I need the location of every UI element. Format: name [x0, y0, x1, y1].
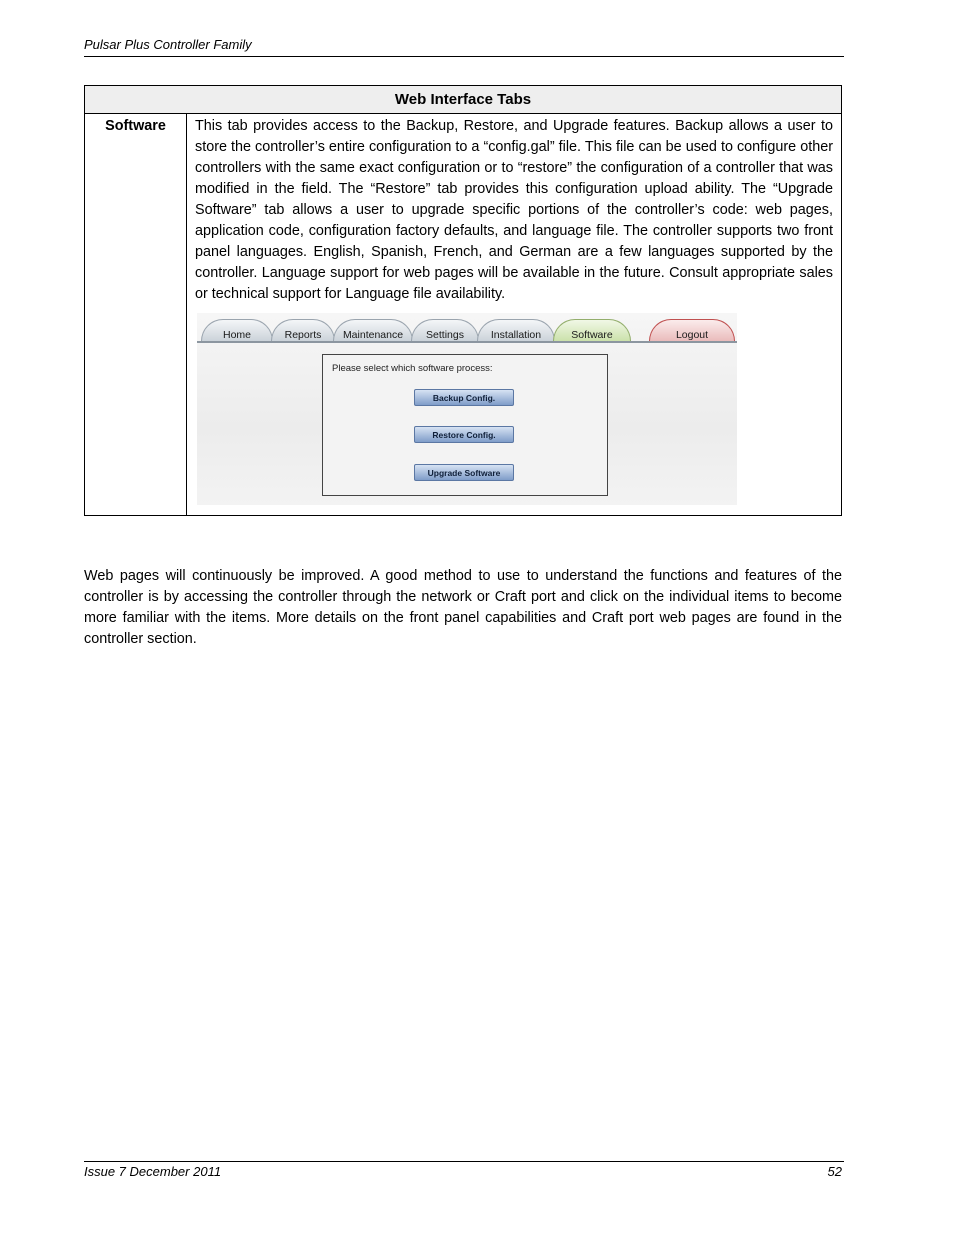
page-number: 52: [827, 1164, 842, 1179]
footer-issue: Issue 7 December 2011: [84, 1164, 222, 1179]
tab-settings[interactable]: Settings: [411, 319, 479, 342]
table-row: [85, 114, 842, 516]
body-paragraph: Web pages will continuously be improved. A good method to use to understand the functions and features of the controller is by accessing the controller through the network or Craft port and click on the individual items to become more familiar with the items. More details on the front panel capabilities and Craft port web pages are found in the controller section.: [84, 568, 842, 647]
upgrade-software-button[interactable]: Upgrade Software: [414, 464, 514, 481]
tab-reports[interactable]: Reports: [271, 319, 335, 342]
web-interface-tabs-table: [84, 85, 842, 516]
tab-maintenance[interactable]: Maintenance: [333, 319, 413, 342]
footer-rule: [84, 1161, 844, 1162]
table-title: Web Interface Tabs: [85, 86, 842, 114]
row-label: Software: [85, 114, 187, 516]
tab-home[interactable]: Home: [201, 319, 273, 342]
software-process-prompt: Please select which software process:: [332, 363, 493, 374]
tab-installation[interactable]: Installation: [477, 319, 555, 342]
header-rule: [84, 56, 844, 57]
tab-software[interactable]: Software: [553, 319, 631, 342]
tab-underline: [197, 341, 737, 343]
row-body: [187, 114, 842, 516]
software-tab-screenshot: [197, 313, 737, 505]
tab-bar: [197, 313, 737, 343]
row-description: This tab provides access to the Backup, Restore, and Upgrade features. Backup allows a user to store the controller’s entire configuration to a “config.gal” file. This file can be used to configure other controllers with the same exact configuration or to “restore” the configuration of a controller that was modified in the field. The “Restore” tab provides this configuration upload ability. The “Upgrade Software” tab allows a user to upgrade specific portions of the controller’s code: web pages, application code, configuration factory defaults, and language file. The controller supports two front panel languages. English, Spanish, French, and German are a few languages supported by the controller. Language support for web pages will be available in the future. Consult appropriate sales or technical support for Language file availability.: [195, 118, 833, 302]
restore-config-button[interactable]: Restore Config.: [414, 426, 514, 443]
tab-logout[interactable]: Logout: [649, 319, 735, 342]
backup-config-button[interactable]: Backup Config.: [414, 389, 514, 406]
software-process-panel: [322, 354, 608, 496]
running-header: Pulsar Plus Controller Family: [84, 37, 252, 52]
